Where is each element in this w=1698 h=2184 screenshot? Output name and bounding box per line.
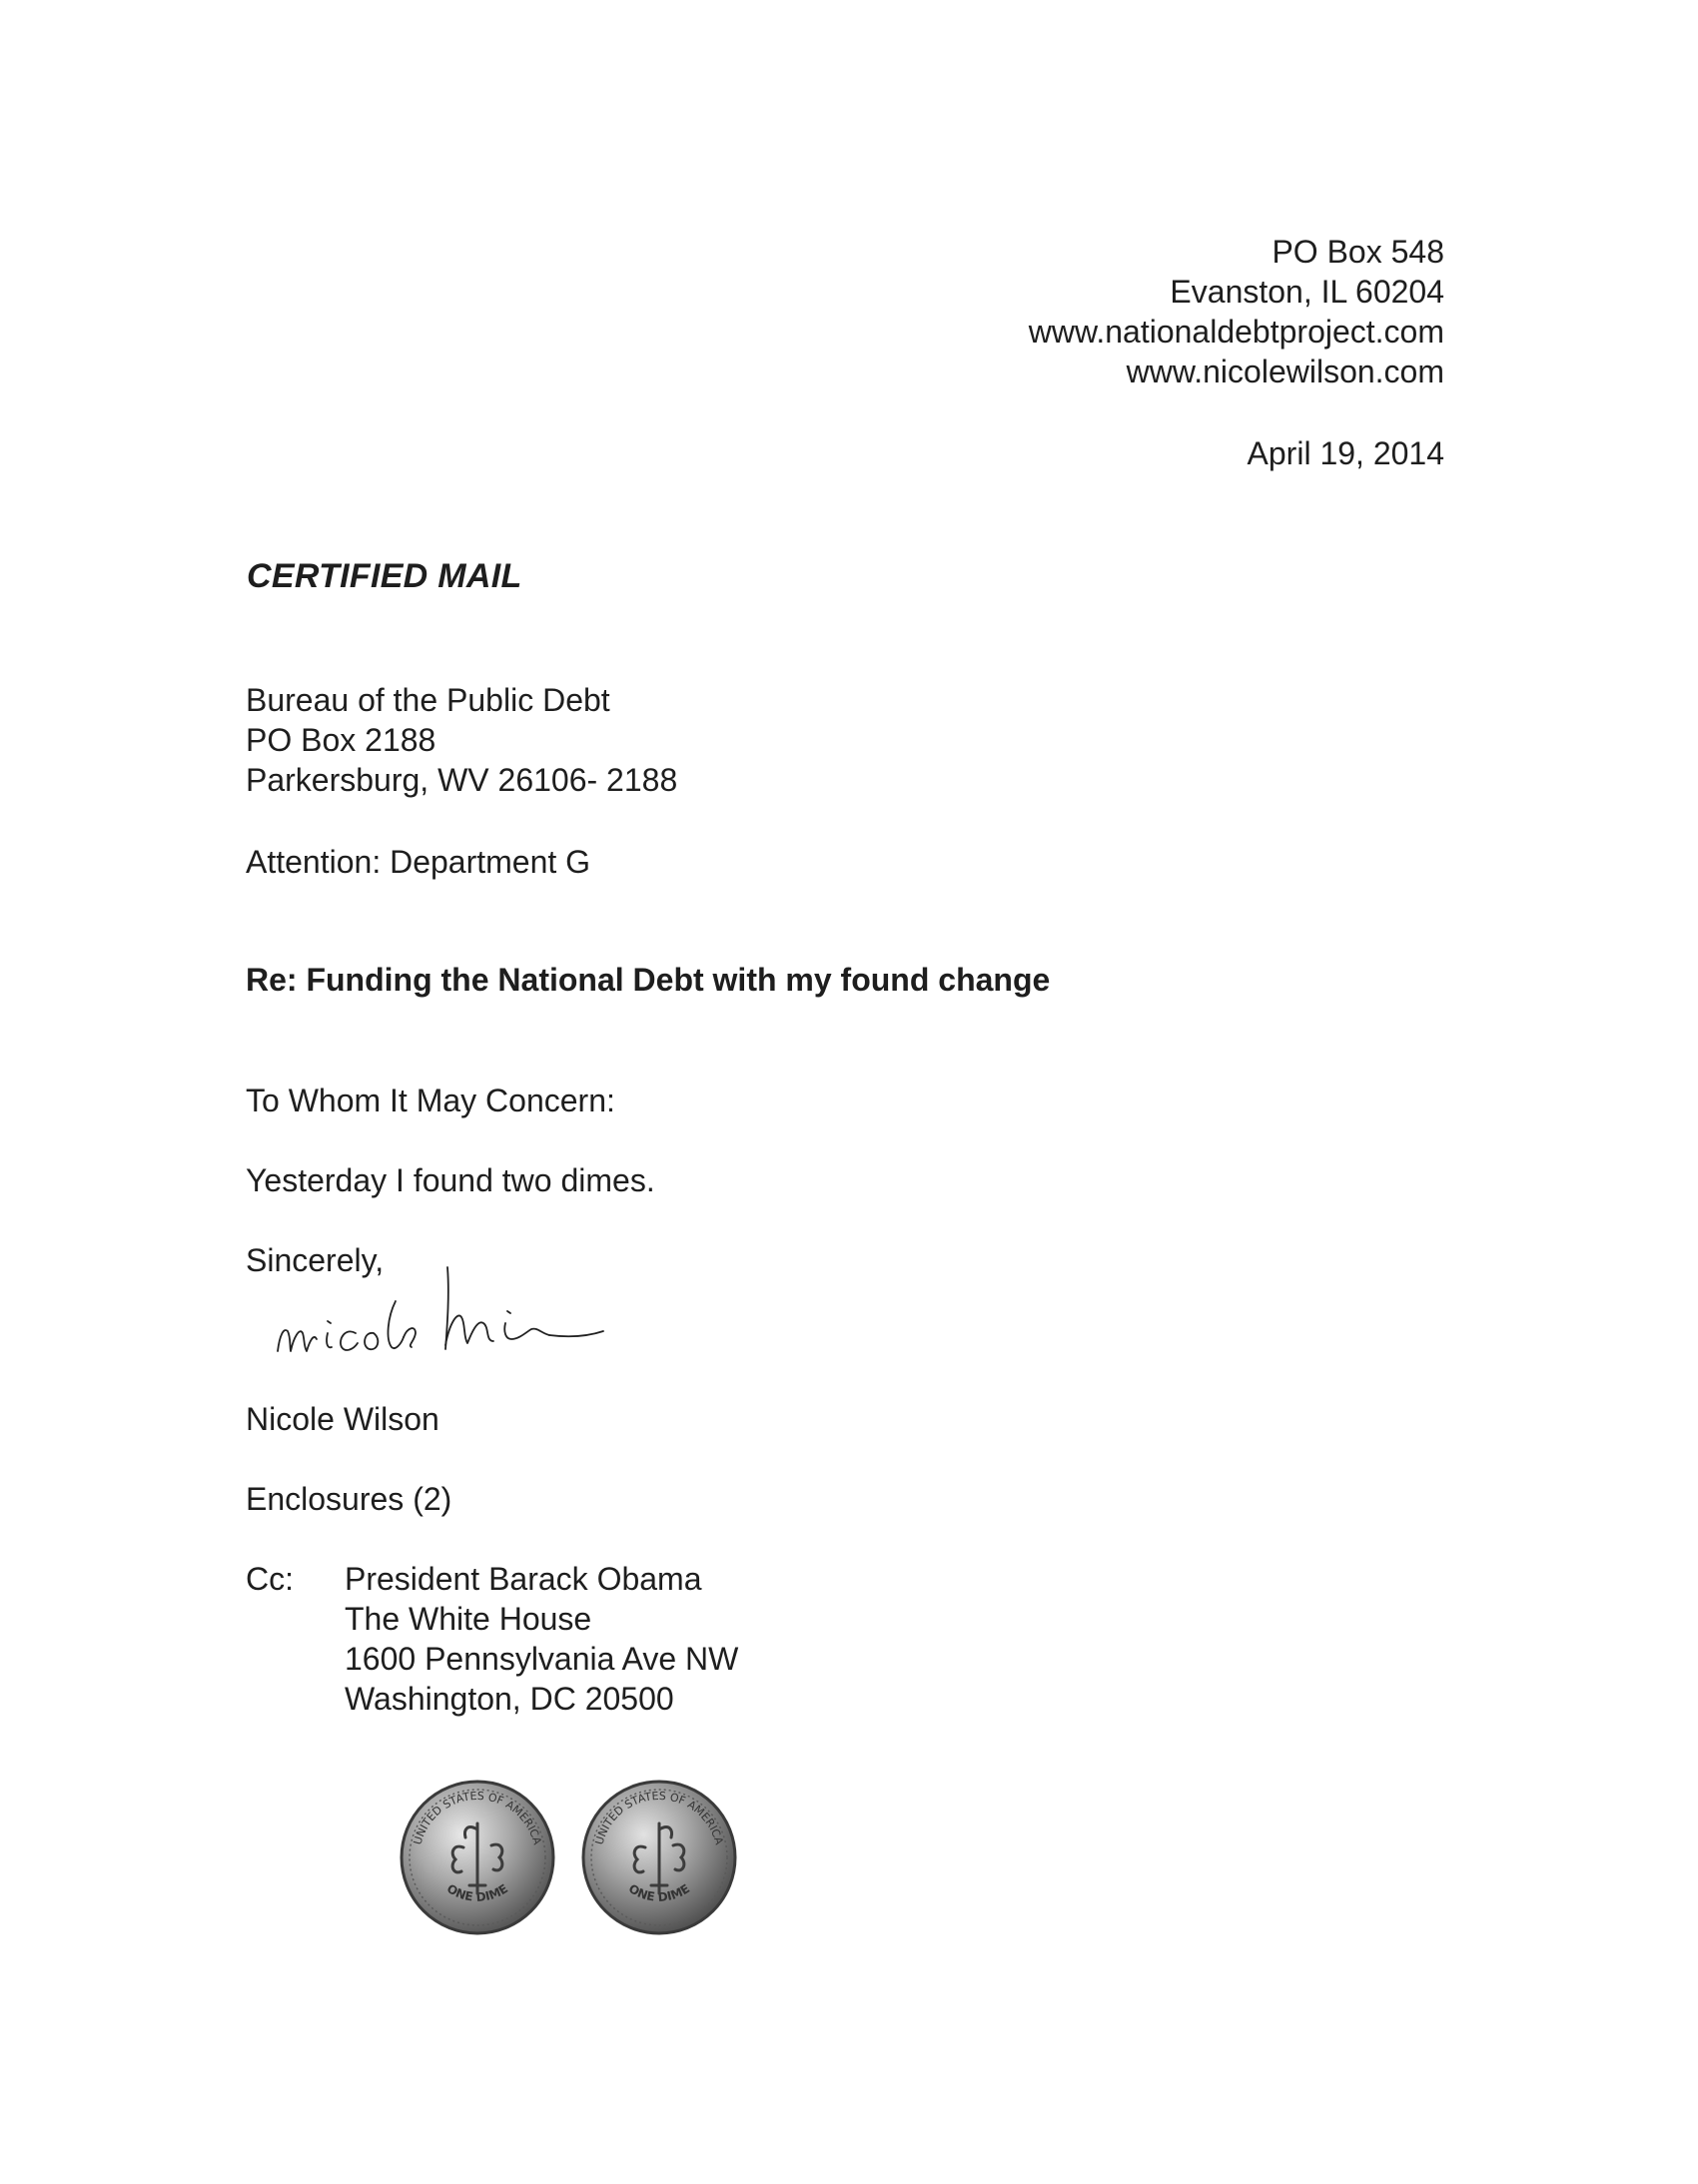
coin-denomination-text: ONE DIME — [625, 1881, 693, 1904]
recipient-po-box: PO Box 2188 — [246, 722, 436, 758]
cc-recipient-city-state-zip: Washington, DC 20500 — [345, 1681, 674, 1717]
cc-recipient-org: The White House — [345, 1601, 592, 1637]
cc-address — [345, 1559, 738, 1719]
salutation: To Whom It May Concern: — [246, 1083, 615, 1118]
sender-po-box: PO Box 548 — [1272, 234, 1444, 270]
certified-mail-heading: CERTIFIED MAIL — [247, 557, 522, 595]
sender-address — [1029, 232, 1444, 391]
recipient-address — [246, 680, 677, 800]
coin-denomination-text: ONE DIME — [443, 1881, 511, 1904]
recipient-city-state-zip: Parkersburg, WV 26106- 2188 — [246, 762, 678, 798]
attention-line: Attention: Department G — [246, 844, 591, 880]
dime-coin-image — [398, 1778, 557, 1937]
coin-ring-text: UNITED STATES OF AMERICA — [411, 1789, 544, 1846]
sender-website-1: www.nationaldebtproject.com — [1028, 314, 1444, 350]
cc-recipient-street: 1600 Pennsylvania Ave NW — [345, 1641, 739, 1677]
cc-recipient-name: President Barack Obama — [345, 1561, 702, 1597]
letter-date: April 19, 2014 — [1247, 435, 1444, 471]
subject-line: Re: Funding the National Debt with my found change — [246, 962, 1051, 998]
recipient-name: Bureau of the Public Debt — [246, 682, 610, 718]
handwritten-signature — [270, 1253, 609, 1373]
dime-coin-image — [579, 1778, 739, 1937]
sender-city-state-zip: Evanston, IL 60204 — [1170, 274, 1444, 310]
sender-website-2: www.nicolewilson.com — [1126, 354, 1444, 389]
signer-name: Nicole Wilson — [246, 1401, 439, 1437]
closing: Sincerely, — [246, 1242, 385, 1278]
coin-ring-text: UNITED STATES OF AMERICA — [592, 1789, 726, 1846]
cc-label: Cc: — [246, 1561, 294, 1597]
enclosures-note: Enclosures (2) — [246, 1481, 452, 1517]
letter-body: Yesterday I found two dimes. — [246, 1162, 655, 1198]
